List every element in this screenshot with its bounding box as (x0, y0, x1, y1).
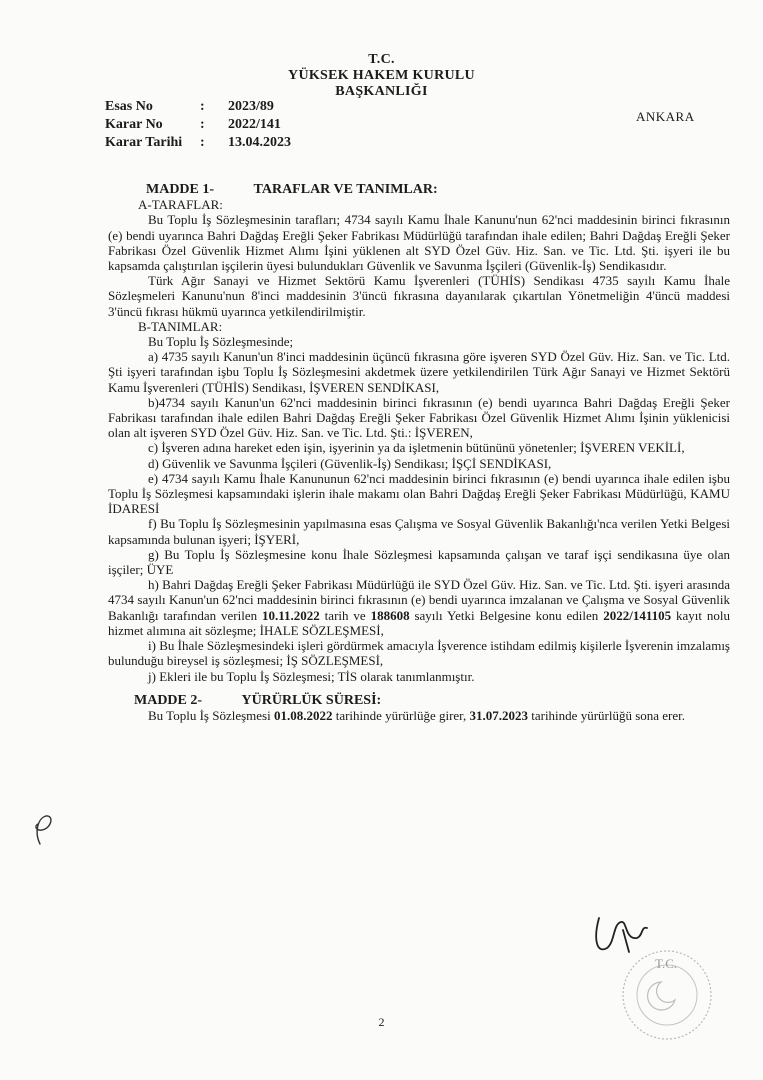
article-2-text: tarihinde yürürlüğe girer, (332, 707, 470, 723)
definition-i: i) Bu İhale Sözleşmesindeki işleri gördürmek amacıyla İşverence istihdam edilmiş kişilerle İşverenin imzalamış bulunduğu bireysel iş sözleşmesi; İŞ SÖZLEŞMESİ, (108, 638, 730, 669)
definition-h-text: kayıt nolu hizmet alımına ait sözleşme; İHALE SÖZLEŞMESİ, (108, 607, 730, 638)
section-a-paragraph-1: Bu Toplu İş Sözleşmesinin tarafları; 4734 sayılı Kamu İhale Kanunu'nun 62'nci maddesinin birinci fıkrasının (e) bendi uyarınca Bahri Dağdaş Ereğli Şeker Fabrikası Müdürlüğü tarafından ihale edilen; Bahri Dağdaş Ereğli Şeker Fabrikası Özel Güvenlik Hizmet Alımı İşini yüklenen alt SYD Özel Güv. Hiz. San. ve Tic. Ltd. Şti. işyeri ile bu kapsamda çalıştırılan işçilerin üyesi bulundukları Güvenlik ve Savunma İşçileri (Güvenlik-İş) Sendikasıdır. (108, 212, 730, 274)
section-a-heading: A-TARAFLAR: (138, 197, 223, 213)
definition-h-text: tarih ve (319, 607, 371, 623)
signature-stroke (596, 918, 647, 952)
article-2-heading (134, 693, 730, 708)
article-2-paragraph (108, 708, 730, 723)
definition-h (108, 577, 730, 638)
definition-g: g) Bu Toplu İş Sözleşmesine konu İhale Sözleşmesi kapsamında çalışan ve taraf işçi sendikasına üye olan işçiler; ÜYE (108, 546, 730, 578)
definition-a: a) 4735 sayılı Kanun'un 8'inci maddesinin üçüncü fıkrasına göre işveren SYD Özel Güv. Hiz. San. ve Tic. Ltd. Şti işyeri tarafından işbu Toplu İş Sözleşmesini akdetmek üzere yetkilendirilen Türk Ağır Sanayi ve Hizmet Sektörü Kamu İşverenleri (TÜHİS) Sendikası, İŞVEREN SENDİKASI, (108, 349, 730, 395)
header-institution: YÜKSEK HAKEM KURULU (288, 68, 475, 83)
definition-h-text: sayılı Yetki Belgesine konu edilen (409, 607, 604, 623)
meta-key: Karar No (105, 117, 163, 132)
definition-h-text: h) Bahri Dağdaş Ereğli Şeker Fabrikası Müdürlüğü ile SYD Özel Güv. Hiz. San. ve Tic. Ltd. Şti. işyeri arasında 4734 sayılı Kanun'un 62'nci maddesinin birinci fıkrasının (e) bendi uyarınca imzalanan ve Çalışma ve Sosyal Güvenlik Bakanlığı tarafından verilen (108, 577, 730, 623)
section-a-paragraph-2: Türk Ağır Sanayi ve Hizmet Sektörü Kamu İşverenleri (TÜHİS) Sendikası 4735 sayılı Kamu İhale Sözleşmeleri Kanunu'nun 8'inci maddesinin 3'üncü fıkrasına dayanılarak çıkartılan Yönetmeliğin 4'üncü maddesi 3'üncü fıkrası hükmü uyarınca yetkilendirilmiştir. (108, 273, 730, 319)
authority-date: 10.11.2022 (262, 607, 320, 623)
meta-sep: : (200, 117, 205, 132)
article-2-text: tarihinde yürürlüğü sona erer. (527, 707, 686, 723)
header-department: BAŞKANLIĞI (335, 84, 428, 99)
meta-value: 2023/89 (228, 99, 274, 114)
header-tc: T.C. (368, 52, 395, 67)
definition-c: c) İşveren adına hareket eden işin, işyerinin ya da işletmenin bütününü yönetenler; İŞVEREN VEKİLİ, (148, 440, 685, 456)
section-b-intro: Bu Toplu İş Sözleşmesinde; (148, 334, 294, 350)
handwritten-initial (22, 810, 62, 850)
case-meta (105, 98, 291, 152)
article-1-heading (146, 182, 730, 197)
article-1-title: TARAFLAR VE TANIMLAR: (253, 182, 438, 197)
definition-e: e) 4734 sayılı Kamu İhale Kanununun 62'nci maddesinin birinci fıkrasının (e) bendi uyarınca ihale edilen işbu Toplu İş Sözleşmesi kapsamındaki işlerin ihale makamı olan Bahri Dağdaş Ereğli Şeker Fabrikası Müdürlüğü, KAMU İDARESİ (108, 470, 730, 517)
meta-key: Esas No (105, 99, 153, 114)
city-label: ANKARA (636, 109, 695, 124)
document-body (108, 180, 730, 723)
article-2-text: Bu Toplu İş Sözleşmesi (148, 707, 274, 723)
definition-f: f) Bu Toplu İş Sözleşmesinin yapılmasına esas Çalışma ve Sosyal Güvenlik Bakanlığı'nca verilen Yetki Belgesi kapsamında bulunan işyeri; İŞYERİ, (108, 516, 730, 547)
meta-sep: : (200, 135, 205, 150)
article-2-label: MADDE 2- (134, 692, 203, 708)
section-b-heading: B-TANIMLAR: (138, 318, 223, 334)
spacer (108, 684, 730, 691)
start-date: 01.08.2022 (273, 707, 333, 723)
authority-number: 188608 (370, 607, 410, 623)
meta-row-karar (105, 116, 291, 134)
stamp-text: T.C. (655, 956, 678, 971)
meta-key: Karar Tarihi (105, 135, 183, 150)
meta-row-esas (105, 98, 291, 116)
definition-b: b)4734 sayılı Kanun'un 62'nci maddesinin birinci fıkrasının (e) bendi uyarınca Bahri Dağdaş Ereğli Şeker Fabrikası tarafından ihale edilen Bahri Dağdaş Ereğli Şeker Fabrikası Özel Güvenlik Hizmet Alımı İşinin yüklenicisi olan alt işveren SYD Özel Güv. Hiz. San. ve Tic. Ltd. Şti.: İŞVEREN, (108, 394, 730, 441)
registration-number: 2022/141105 (603, 607, 672, 623)
meta-row-tarih (105, 134, 291, 152)
end-date: 31.07.2023 (469, 707, 528, 723)
meta-sep: : (200, 99, 205, 114)
page-number: 2 (378, 1015, 385, 1029)
meta-value: 13.04.2023 (228, 135, 291, 150)
definition-j: j) Ekleri ile bu Toplu İş Sözleşmesi; TİS olarak tanımlanmıştır. (148, 668, 475, 684)
article-1-label: MADDE 1- (146, 182, 215, 197)
meta-value: 2022/141 (228, 117, 281, 132)
article-2-title: YÜRÜRLÜK SÜRESİ: (241, 692, 382, 708)
definition-d: d) Güvenlik ve Savunma İşçileri (Güvenlik-İş) Sendikası; İŞÇİ SENDİKASI, (148, 455, 552, 471)
